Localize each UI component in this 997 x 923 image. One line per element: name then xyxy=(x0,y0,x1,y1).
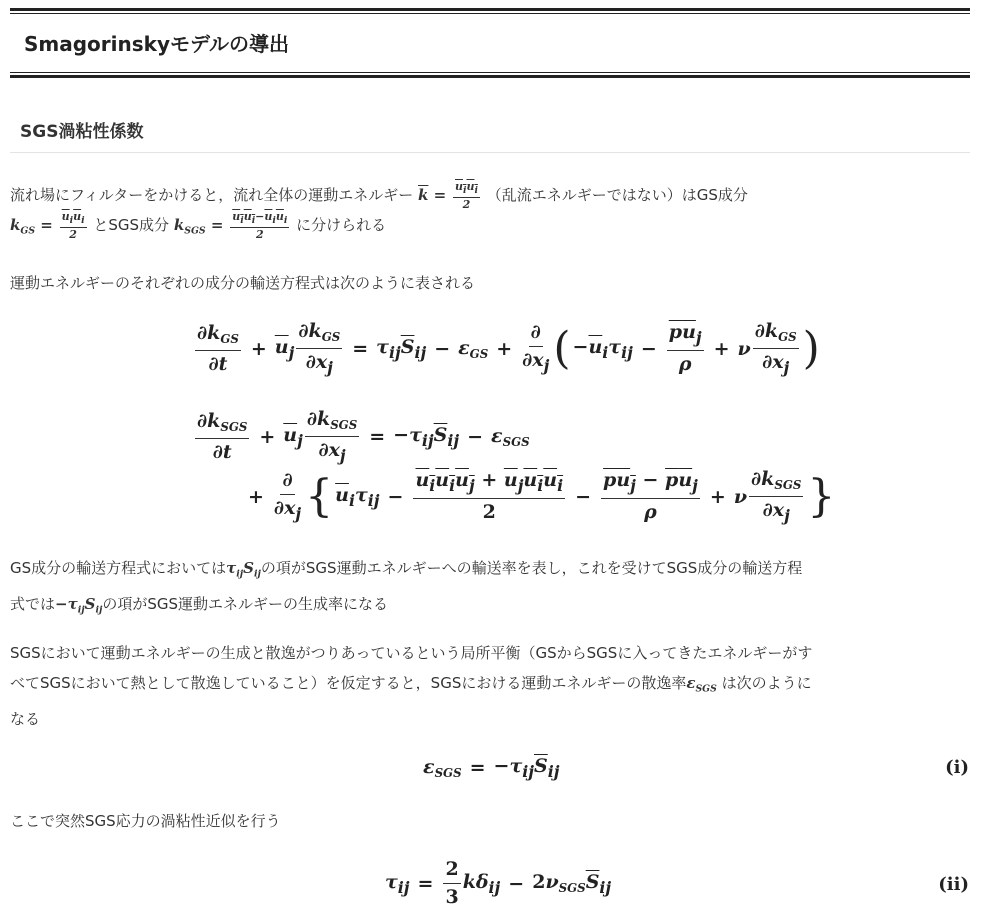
paragraph-local-equilibrium xyxy=(10,638,970,734)
equation-tag-i: (i) xyxy=(945,757,969,778)
inline-math-eps-sgs: $\varepsilon_{SGS}$ xyxy=(686,674,717,695)
p4-text-b: べてSGSにおいて熱として散逸していること）を仮定すると，SGSにおける運動エネルギーの散逸率 xyxy=(10,674,687,692)
equation-gs-transport: $\frac{\partial k_{GS}}{\partial t}$ + $\overline{u}_j$ $\frac{\partial k_{GS}}{\partial x_j}$ = $\tau_{ij}\overline{S}_{ij}$ − $\varepsilon_{GS}$ + $\frac{\partial}{\partial x_j}$ ( $-\overline{u}_i\tau_{ij}$ − $\frac{\overline{p}\overline{u}_j}{\rho}$ + ν $\frac{\partial k_{GS}}{\partial x_j}$ ) xyxy=(197,320,820,377)
subsection-rule xyxy=(10,152,970,153)
p4-text-d: なる xyxy=(10,710,41,729)
p1-text-b: （乱流エネルギーではない）はGS成分 xyxy=(486,186,748,204)
p1-text-a: 流れ場にフィルターをかけると，流れ全体の運動エネルギー xyxy=(10,186,414,204)
inline-math-k: $\overline{k}$ = xyxy=(417,186,447,204)
equation-sgs-transport-line1: $\frac{\partial k_{SGS}}{\partial t}$ + $\overline{u}_j$ $\frac{\partial k_{SGS}}{\partial x_j}$ = $-\tau_{ij}\overline{S}_{ij}$ − $\varepsilon_{SGS}$ xyxy=(197,408,530,465)
equation-eddy-viscosity: $\tau_{ij}$ = $\frac{2}{3}$ $k\delta_{ij}$ − $2\nu_{SGS}\overline{S}_{ij}$ xyxy=(385,858,612,908)
paragraph-eddy-viscosity: ここで突然SGS応力の渦粘性近似を行う xyxy=(10,812,281,830)
equation-tag-ii: (ii) xyxy=(938,874,969,895)
p3-text-b: の項がSGS運動エネルギーへの輸送率を表し，これを受けてSGS成分の輸送方程 xyxy=(260,559,803,577)
equation-dissipation: $\varepsilon_{SGS}$ = $-\tau_{ij}\overline{S}_{ij}$ xyxy=(423,755,560,781)
subsection-title: SGS渦粘性係数 xyxy=(20,122,144,142)
inline-math-ksgs: $k_{SGS}$ = xyxy=(173,216,224,237)
p3-text-a: GS成分の輸送方程式においては xyxy=(10,559,227,577)
p1-text-d: に分けられる xyxy=(296,216,387,234)
heading-rule-top xyxy=(10,8,970,11)
inline-frac-gs: $\frac{\overline{u}_i\overline{u}_i}{2}$ xyxy=(61,210,85,241)
p1-text-c: とSGS成分 xyxy=(93,216,170,234)
inline-math-neg-tau-s: $-\tau_{ij}S_{ij}$ xyxy=(55,595,103,616)
p4-text-c: は次のように xyxy=(721,674,812,692)
paragraph-kinetic-energy-split xyxy=(10,180,970,246)
heading-rule-bottom xyxy=(10,75,970,78)
paragraph-transport-intro: 運動エネルギーのそれぞれの成分の輸送方程式は次のように表される xyxy=(10,274,476,292)
inline-frac-uu-half: $\frac{u_iu_i}{2}$ xyxy=(454,180,478,211)
p4-text-a: SGSにおいて運動エネルギーの生成と散逸がつりあっているという局所平衡（GSからSGSに入ってきたエネルギーがす xyxy=(10,644,813,662)
inline-frac-sgs: $\frac{u_iu_i-\overline{u}_i\overline{u}_i}{2}$ xyxy=(232,210,288,241)
paragraph-production-rate xyxy=(10,553,970,626)
section-title: Smagorinskyモデルの導出 xyxy=(24,32,289,56)
p3-text-d: の項がSGS運動エネルギーの生成率になる xyxy=(102,595,389,614)
equation-sgs-transport-line2: + $\frac{\partial}{\partial x_j}$ { $\overline{u}_i\tau_{ij}$ − $\frac{u_iu_iu_j + \overline{u}_ju_iu_i}{2}$ − $\frac{pu_j - \overline{p}\overline{u}_j}{\rho}$ + ν $\frac{\partial k_{SGS}}{\partial x_j}$ } xyxy=(248,468,836,525)
inline-math-tau-s: $\tau_{ij}S_{ij}$ xyxy=(226,559,261,580)
inline-math-kgs: $k_{GS}$ = xyxy=(10,216,53,237)
section-heading-block xyxy=(10,8,970,78)
p3-text-c: 式では xyxy=(10,595,56,614)
heading-rule-bottom-thin xyxy=(10,72,970,73)
